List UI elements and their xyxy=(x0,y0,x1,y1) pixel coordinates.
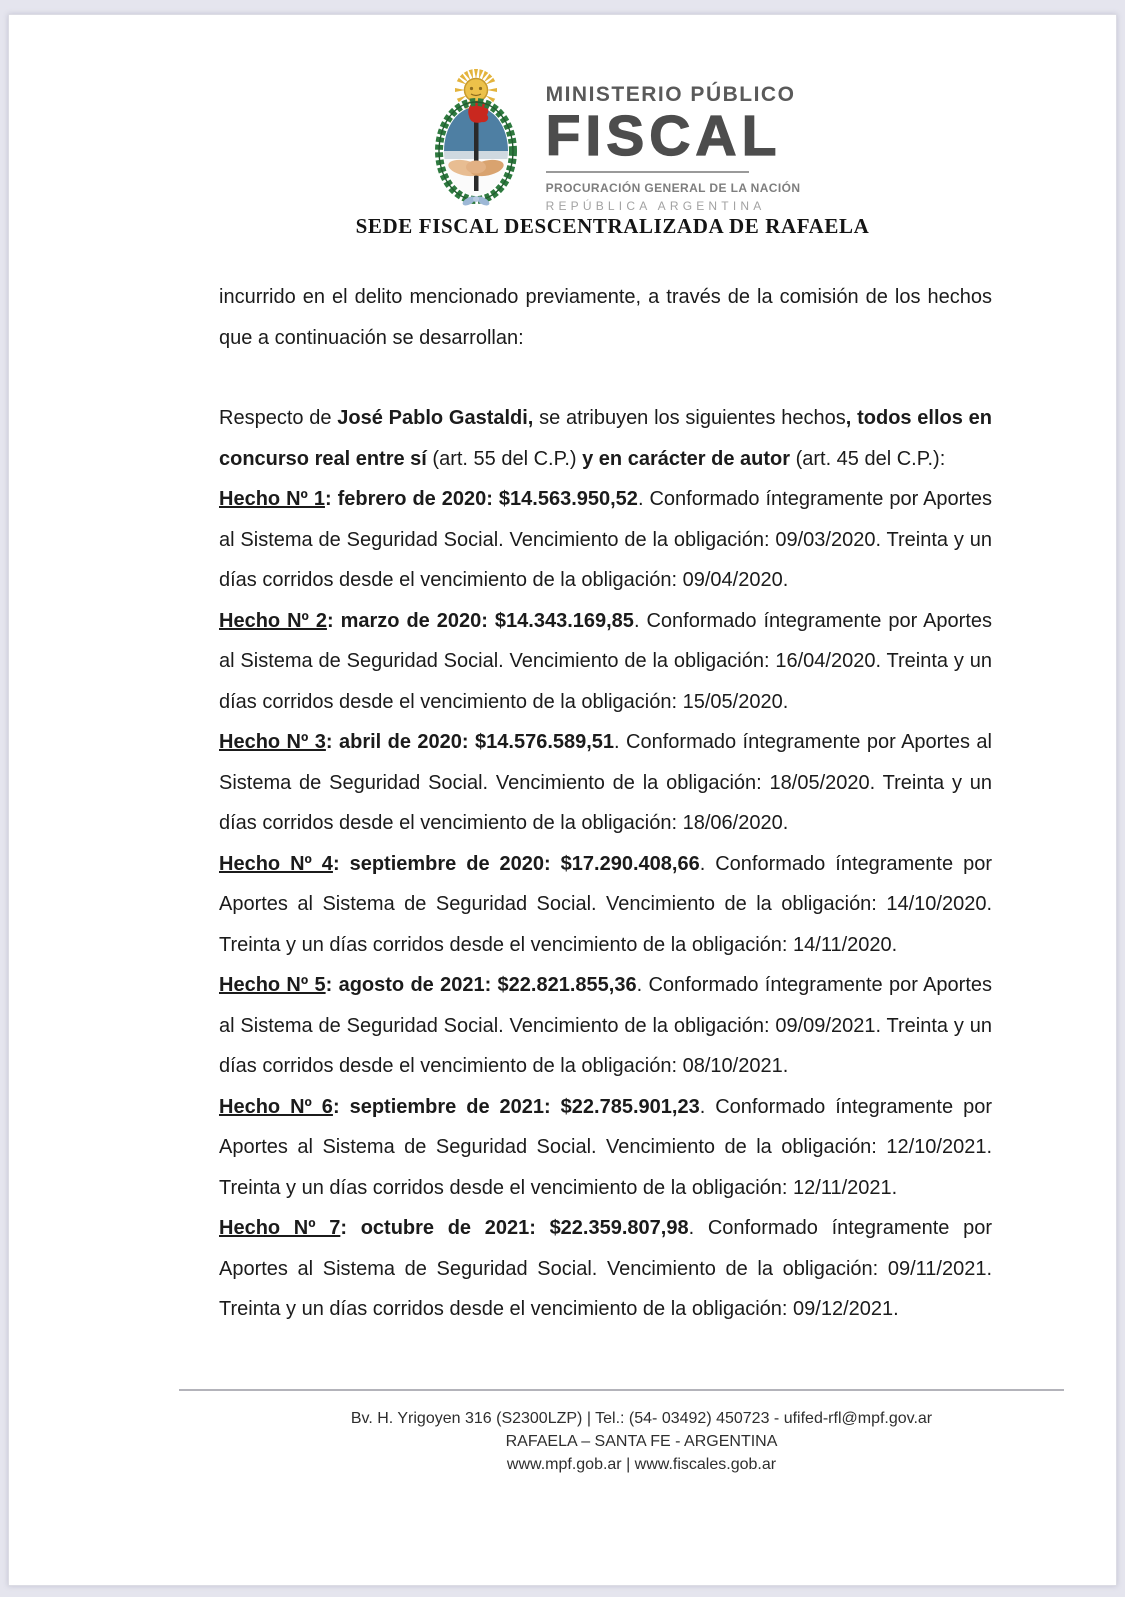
hecho-label: Hecho Nº 3 xyxy=(219,731,326,753)
footer-websites: www.mpf.gob.ar | www.fiscales.gob.ar xyxy=(506,1456,777,1473)
attribution-paragraph xyxy=(219,398,992,479)
attribution-text-run: , todos ellos en concurso real entre sí xyxy=(219,407,992,470)
hecho-summary: : agosto de 2021: $22.821.855,36 xyxy=(325,974,637,996)
hecho-detail: . Conformado íntegramente por Aportes al Sistema de Seguridad Social. Vencimiento de la obligación: 16/04/2020. Treinta y un días corridos desde el vencimiento de la obligación: 15/05/2020. xyxy=(219,609,993,713)
hecho-detail: . Conformado íntegramente por Aportes al Sistema de Seguridad Social. Vencimiento de la obligación: 14/10/2020. Treinta y un días corridos desde el vencimiento de la obligación: 14/11/2020. xyxy=(219,852,992,956)
hecho-detail: . Conformado íntegramente por Aportes al Sistema de Seguridad Social. Vencimiento de la obligación: 09/09/2021. Treinta y un días corridos desde el vencimiento de la obligación: 08/10/2021. xyxy=(219,974,992,1077)
hecho-paragraph xyxy=(219,965,992,1087)
procuracion-label: PROCURACIÓN GENERAL DE LA NACIÓN xyxy=(545,181,801,195)
mpf-logo xyxy=(9,67,1116,214)
coat-of-arms-icon xyxy=(420,67,532,209)
logo-text-block xyxy=(546,67,801,214)
hecho-summary: : octubre de 2021: $22.359.807,98 xyxy=(340,1217,689,1239)
hecho-paragraph xyxy=(219,601,992,723)
footer-address: Bv. H. Yrigoyen 316 (S2300LZP) | Tel.: (54- 03492) 450723 - ufifed-rfl@mpf.gov.ar xyxy=(350,1410,933,1427)
attribution-text-run: se atribuyen los siguientes hechos xyxy=(533,407,846,429)
hecho-label: Hecho Nº 2 xyxy=(219,609,327,632)
hechos-list xyxy=(219,479,992,1330)
hecho-detail: . Conformado íntegramente por Aportes al Sistema de Seguridad Social. Vencimiento de la obligación: 09/03/2020. Treinta y un días corridos desde el vencimiento de la obligación: 09/04/2020. xyxy=(219,488,993,591)
intro-paragraph: incurrido en el delito mencionado previamente, a través de la comisión de los hechos que a continuación se desarrollan: xyxy=(219,286,992,349)
hecho-summary: : septiembre de 2021: $22.785.901,23 xyxy=(332,1095,700,1118)
hecho-summary: : septiembre de 2020: $17.290.408,66 xyxy=(332,852,700,875)
hecho-detail: . Conformado íntegramente por Aportes al Sistema de Seguridad Social. Vencimiento de la obligación: 18/05/2020. Treinta y un días corridos desde el vencimiento de la obligación: 18/06/2020. xyxy=(219,731,993,834)
ministry-label: MINISTERIO PÚBLICO xyxy=(545,83,796,106)
attribution-text-run: (art. 55 del C.P.) xyxy=(432,447,583,470)
attribution-text-run: (art. 45 del C.P.): xyxy=(795,447,946,470)
document-footer xyxy=(179,1407,1064,1476)
hecho-detail: . Conformado íntegramente por Aportes al Sistema de Seguridad Social. Vencimiento de la obligación: 12/10/2021. Treinta y un días corridos desde el vencimiento de la obligación: 12/11/2021. xyxy=(219,1095,992,1199)
hecho-paragraph xyxy=(219,844,992,966)
hecho-paragraph xyxy=(219,1087,992,1209)
footer-divider xyxy=(179,1389,1064,1391)
document-page xyxy=(8,14,1117,1586)
attribution-text-run: Respecto de xyxy=(219,407,338,429)
republica-label: REPÚBLICA ARGENTINA xyxy=(545,199,766,213)
hecho-summary: : marzo de 2020: $14.343.169,85 xyxy=(326,609,634,632)
hecho-label: Hecho Nº 4 xyxy=(219,852,333,875)
hecho-label: Hecho Nº 7 xyxy=(219,1217,341,1239)
hecho-summary: : abril de 2020: $14.576.589,51 xyxy=(325,731,615,753)
logo-divider xyxy=(546,171,749,173)
hecho-label: Hecho Nº 6 xyxy=(219,1095,333,1118)
hecho-paragraph xyxy=(219,1208,992,1330)
office-title: SEDE FISCAL DESCENTRALIZADA DE RAFAELA xyxy=(355,214,870,238)
hecho-paragraph xyxy=(219,479,992,601)
hecho-label: Hecho Nº 5 xyxy=(219,974,326,996)
attribution-text-run: José Pablo Gastaldi, xyxy=(337,407,534,429)
hecho-label: Hecho Nº 1 xyxy=(219,488,325,510)
hecho-paragraph xyxy=(219,722,992,844)
fiscal-label: FISCAL xyxy=(545,104,782,168)
document-body xyxy=(219,277,992,1330)
attribution-text-run: y en carácter de autor xyxy=(582,447,796,470)
footer-location: RAFAELA – SANTA FE - ARGENTINA xyxy=(505,1433,778,1450)
hecho-detail: . Conformado íntegramente por Aportes al Sistema de Seguridad Social. Vencimiento de la obligación: 09/11/2021. Treinta y un días corridos desde el vencimiento de la obligación: 09/12/2021. xyxy=(219,1217,993,1320)
hecho-summary: : febrero de 2020: $14.563.950,52 xyxy=(324,488,638,510)
